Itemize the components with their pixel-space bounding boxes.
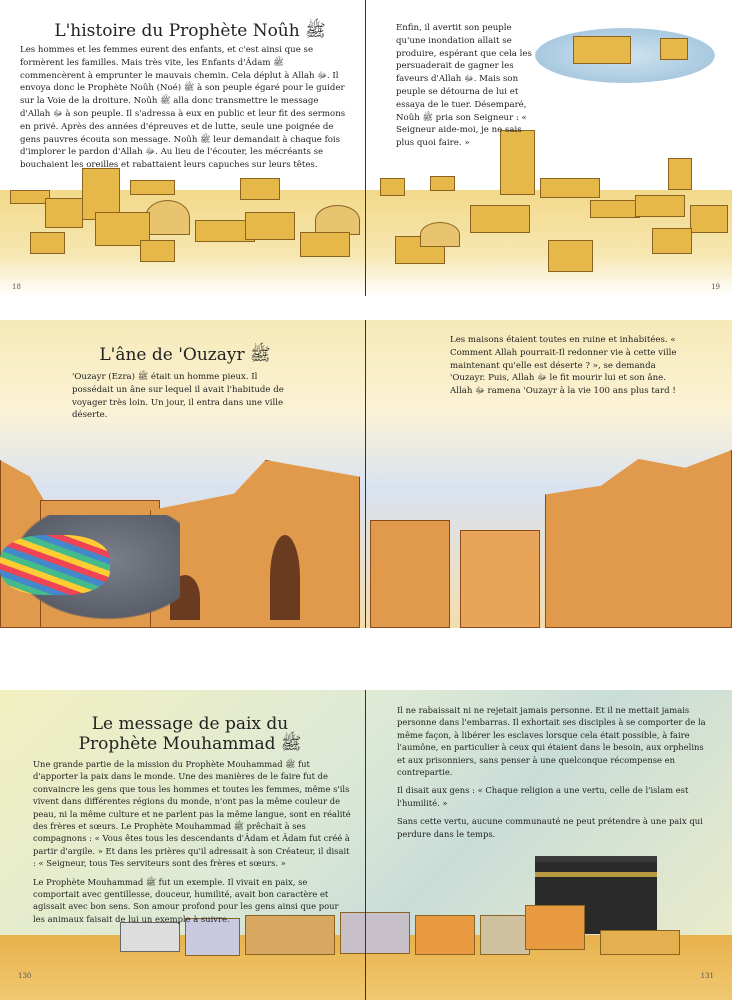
title-line-2: Prophète Mouhammad ﷺ <box>78 734 302 754</box>
body-text-right <box>397 704 712 846</box>
gutter-line <box>365 320 366 628</box>
house <box>600 930 680 955</box>
gutter-line <box>365 690 366 1000</box>
body-text-left: Les hommes et les femmes eurent des enfants, et c'est ainsi que se formèrent les familles. Mais très vite, les Enfants d'Âdam ﷺ commencèrent à emprunter le mauvais chemin. Cela déplut à Allah ﷻ. Il envoya donc le Prophète Noûh (Noé) ﷺ à son peuple égaré pour le guider sur la Voie de la droiture. Noûh ﷺ alla donc transmettre le message d'Allah ﷻ à son peuple. Il s'adressa à eux en public et leur fit des sermons en privé. Après des années d'épreuves et de lutte, seule une poignée de gens pauvres écouta son message. Noûh ﷺ leur demandait à chaque fois d'implorer le pardon d'Allah ﷻ. Au lieu de l'écouter, les mécréants se bouchaient les oreilles et rabattaient leurs capuches sur leurs têtes. <box>20 45 346 171</box>
dome <box>420 222 460 247</box>
house <box>430 176 455 191</box>
house <box>300 232 350 257</box>
dome <box>145 200 190 235</box>
page-number-right: 19 <box>711 283 720 291</box>
doorway <box>270 535 300 620</box>
page-title: L'âne de 'Ouzayr ﷺ <box>99 345 271 365</box>
house <box>470 205 530 233</box>
saddle-blanket <box>0 535 110 595</box>
house <box>548 240 593 272</box>
page-title: L'histoire du Prophète Noûh ﷺ <box>54 21 326 41</box>
body-text-left <box>33 758 353 931</box>
house <box>30 232 65 254</box>
page-number-left: 130 <box>18 972 32 980</box>
house <box>380 178 405 196</box>
house <box>690 205 728 233</box>
house <box>668 158 692 190</box>
ruin-building <box>545 450 732 628</box>
spread-mouhammad <box>0 690 732 1000</box>
house <box>140 240 175 262</box>
house <box>245 212 295 240</box>
house <box>540 178 600 198</box>
body-text-right: Les maisons étaient toutes en ruine et inhabitées. « Comment Allah pourrait-Il redonner vie à cette ville maintenant qu'elle est déserte ? », se demanda 'Ouzayr. Puis, Allah ﷻ le fit mourir lui et son âne. Allah ﷻ ramena 'Ouzayr à la vie 100 ans plus tard ! <box>450 335 677 397</box>
paragraph: Une grande partie de la mission du Prophète Mouhammad ﷺ fut d'apporter la paix dans le monde. Une des manières de le faire fut de convaincre les gens que tous les hommes et toutes les femmes, même s'ils vivent dans différentes régions du monde, n'ont pas la même couleur de peau, ni la même culture et ne parlent pas la même langue, sont en réalité des frères et sœurs. Le Prophète Mouhammad ﷺ prêchait à ses compagnons : « Vous êtes tous les descendants d'Âdam et Âdam fut créé à partir d'argile. » Et dans les prières qu'il adressait à son Créateur, il disait : « Seigneur, tous Tes serviteurs sont des frères et sœurs. » <box>33 759 351 869</box>
paragraph: Le Prophète Mouhammad ﷺ fut un exemple. Il vivait en paix, se comportait avec gentillesse, douceur, humilité, avait bon caractère et agissait avec bon sens. Son amour profond pour les gens ainsi que pour les animaux faisait de lui un exemple à suivre. <box>33 876 339 924</box>
house <box>10 190 50 204</box>
house <box>573 36 631 64</box>
house <box>652 228 692 254</box>
house <box>415 915 475 955</box>
house <box>45 198 83 228</box>
house <box>130 180 175 195</box>
body-text-right: Enfin, il avertit son peuple qu'une inondation allait se produire, espérant que cela les persuaderait de gagner les faveurs d'Allah ﷻ. Mais son peuple se détourna de lui et essaya de le tuer. Désemparé, Noûh ﷺ pria son Seigneur : « Seigneur aide-moi, je ne sais plus quoi faire. » <box>396 23 532 149</box>
house <box>480 915 530 955</box>
title-line-1: Le message de paix du <box>91 714 289 734</box>
house <box>635 195 685 217</box>
house <box>525 905 585 950</box>
spread-ouzayr <box>0 320 732 628</box>
paragraph: Il disait aux gens : « Chaque religion a une vertu, celle de l'islam est l'humilité. » <box>397 785 689 808</box>
house <box>240 178 280 200</box>
dome <box>315 205 360 235</box>
ruin-arch <box>460 530 540 628</box>
flood-vignette-illustration <box>535 28 715 83</box>
gutter-line <box>365 0 366 296</box>
spread-nouh <box>0 0 732 296</box>
paragraph: Sans cette vertu, aucune communauté ne peut prétendre à une paix qui perdure dans le temps. <box>397 816 703 839</box>
paragraph: Il ne rabaissait ni ne rejetait jamais personne. Et il ne mettait jamais personne dans l'embarras. Il exhortait ses disciples à se comporter de la même façon, à libérer les esclaves lorsque cela était possible, à faire l'aumône, en particulier à ceux qui étaient dans le besoin, aux orphelins et aux prisonniers, sans penser à une quelconque récompense en contrepartie. <box>397 705 706 778</box>
kaaba-band <box>535 872 657 877</box>
body-text-left: 'Ouzayr (Ezra) ﷺ était un homme pieux. Il possédait un âne sur lequel il avait l'habitude de voyager très loin. Un jour, il entra dans une ville déserte. <box>72 372 284 421</box>
ruin-wall <box>370 520 450 628</box>
page-title <box>70 714 310 754</box>
page-number-left: 18 <box>12 283 21 291</box>
house <box>590 200 640 218</box>
page-number-right: 131 <box>700 972 714 980</box>
house <box>660 38 688 60</box>
